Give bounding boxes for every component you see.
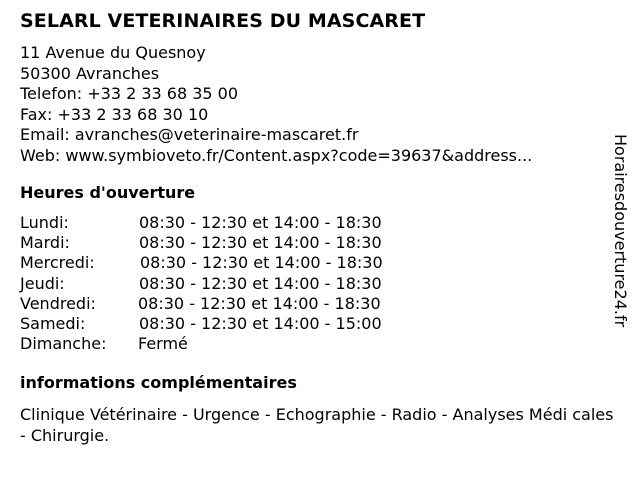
day-label: Mardi:: [20, 233, 70, 253]
contact-block: [20, 43, 532, 166]
time-range: 08:30 - 12:30 et 14:00 - 18:30: [139, 233, 382, 253]
day-label: Vendredi:: [20, 293, 96, 313]
opening-hours-heading: Heures d'ouverture: [20, 183, 196, 202]
website-link[interactable]: Web: www.symbioveto.fr/Content.aspx?code=39637&address...: [20, 145, 533, 165]
additional-info-heading: informations complémentaires: [20, 373, 297, 392]
time-range: 08:30 - 12:30 et 14:00 - 18:30: [140, 253, 383, 273]
time-range: 08:30 - 12:30 et 14:00 - 18:30: [138, 293, 381, 313]
day-label: Jeudi:: [20, 273, 65, 293]
additional-info-text: Clinique Vétérinaire - Urgence - Echographie - Radio - Analyses Médi cales - Chirurgie.: [20, 405, 614, 445]
site-watermark: Horairesdouverture24.fr: [611, 134, 630, 328]
day-label: Dimanche:: [20, 334, 107, 354]
phone-number: Telefon: +33 2 33 68 35 00: [20, 84, 239, 103]
email-address: Email: avranches@veterinaire-mascaret.fr: [20, 125, 359, 144]
time-range: Fermé: [138, 334, 188, 354]
day-label: Mercredi:: [20, 253, 95, 273]
address-city: 50300 Avranches: [20, 63, 160, 83]
fax-number: Fax: +33 2 33 68 30 10: [20, 104, 209, 124]
time-range: 08:30 - 12:30 et 14:00 - 18:30: [139, 273, 382, 293]
time-range: 08:30 - 12:30 et 14:00 - 15:00: [139, 313, 382, 333]
day-label: Lundi:: [20, 213, 69, 232]
time-range: 08:30 - 12:30 et 14:00 - 18:30: [139, 213, 382, 232]
address-street: 11 Avenue du Quesnoy: [20, 43, 206, 62]
day-label: Samedi:: [20, 313, 86, 333]
business-name: SELARL VETERINAIRES DU MASCARET: [20, 10, 426, 32]
